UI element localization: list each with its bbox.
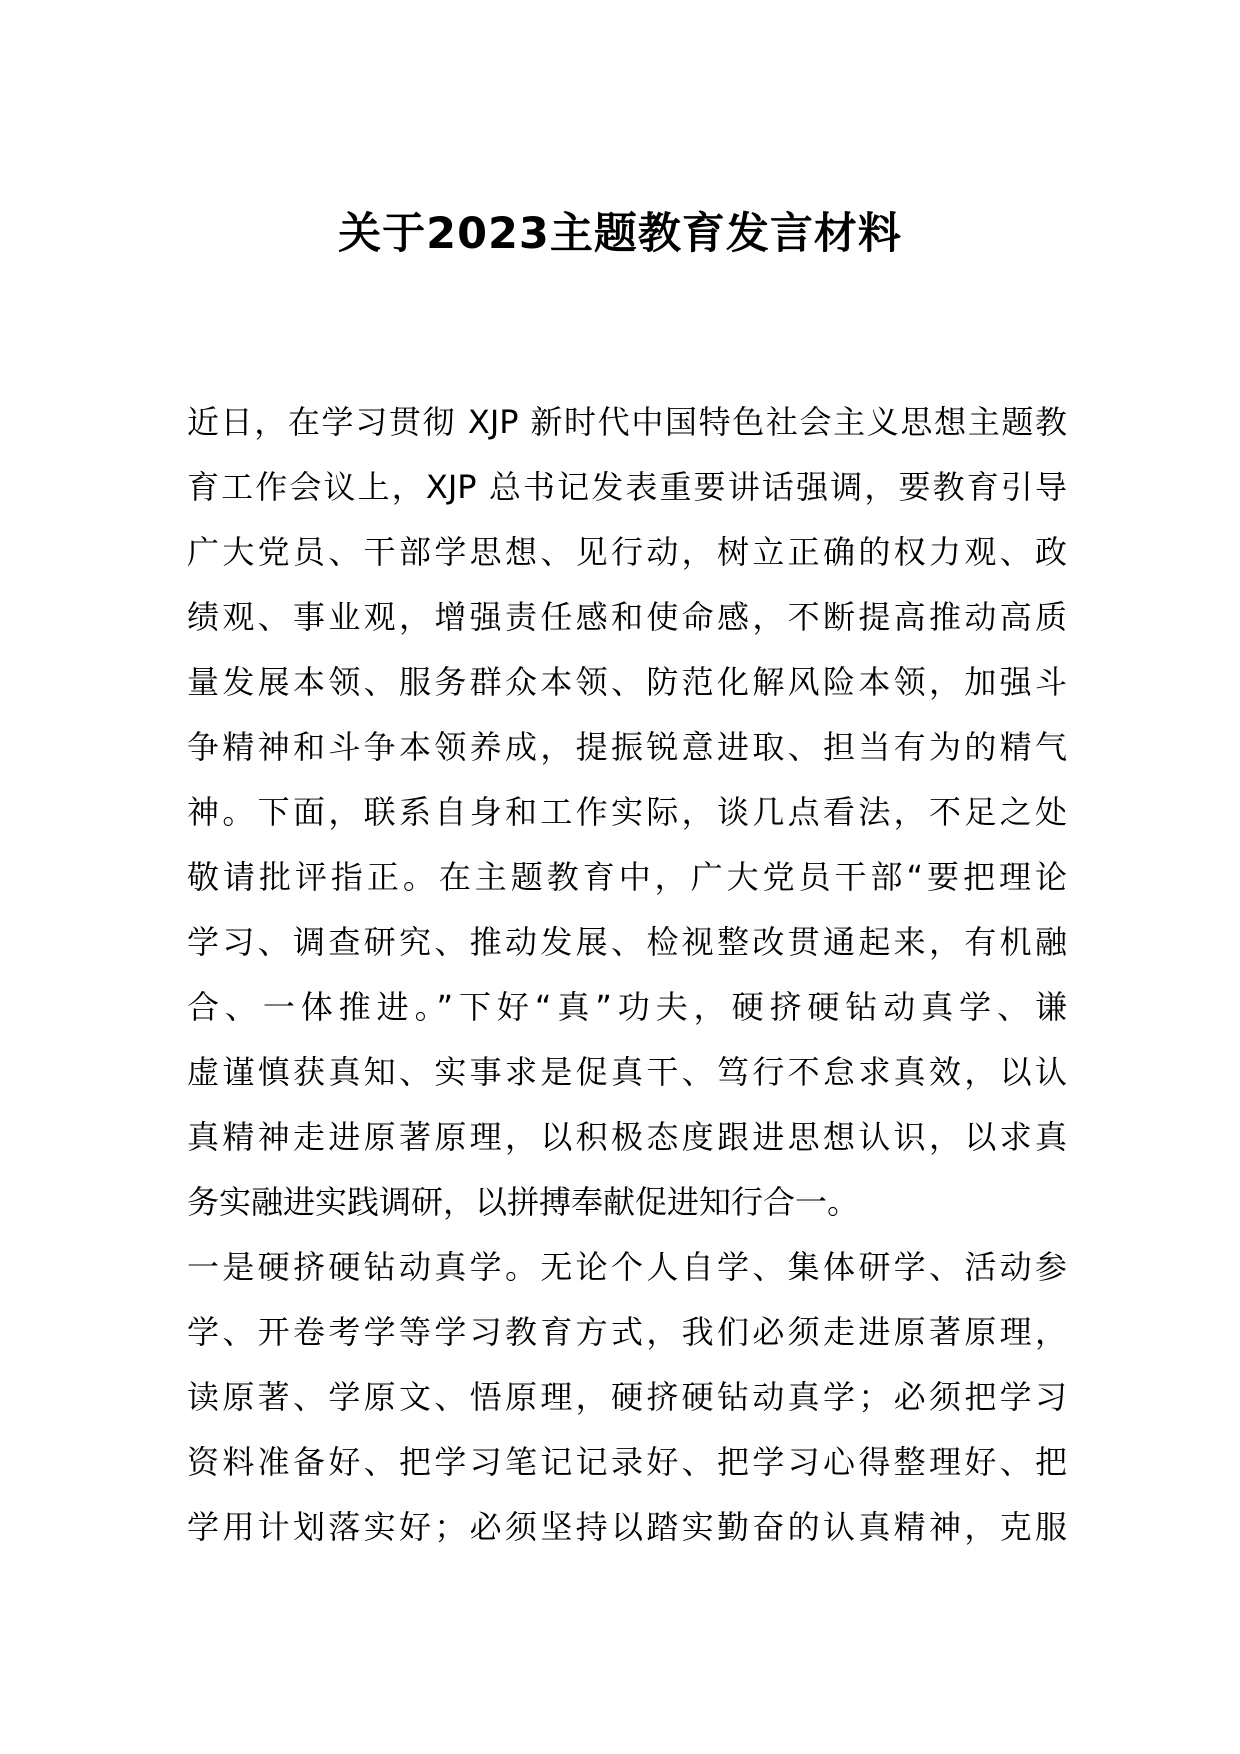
body-line-5: 量发展本领、服务群众本领、防范化解风险本领，加强斗 [187, 663, 1067, 701]
document-body [187, 390, 1067, 1560]
body-line-10: 合、一体推进。”下好“真”功夫，硬挤硬钻动真学、谦 [187, 988, 1067, 1026]
body-line-16: 读原著、学原文、悟原理，硬挤硬钻动真学；必须把学习 [187, 1378, 1067, 1416]
body-line-11: 虚谨慎获真知、实事求是促真干、笃行不怠求真效，以认 [187, 1053, 1067, 1091]
body-line-9: 学习、调查研究、推动发展、检视整改贯通起来，有机融 [187, 923, 1067, 961]
body-line-2: 育工作会议上，XJP 总书记发表重要讲话强调，要教育引导 [187, 468, 1067, 506]
body-line-8: 敬请批评指正。在主题教育中，广大党员干部“要把理论 [187, 858, 1067, 896]
body-line-13: 务实融进实践调研，以拼搏奉献促进知行合一。 [187, 1183, 860, 1221]
body-line-7: 神。下面，联系自身和工作实际，谈几点看法，不足之处 [187, 793, 1067, 831]
body-line-17: 资料准备好、把学习笔记记录好、把学习心得整理好、把 [187, 1443, 1067, 1481]
body-line-14: 一是硬挤硬钻动真学。无论个人自学、集体研学、活动参 [187, 1248, 1067, 1286]
body-line-1: 近日，在学习贯彻 XJP 新时代中国特色社会主义思想主题教 [187, 403, 1067, 441]
body-line-15: 学、开卷考学等学习教育方式，我们必须走进原著原理， [187, 1313, 1067, 1351]
body-line-18: 学用计划落实好；必须坚持以踏实勤奋的认真精神，克服 [187, 1508, 1067, 1546]
body-line-4: 绩观、事业观，增强责任感和使命感，不断提高推动高质 [187, 598, 1067, 636]
body-line-3: 广大党员、干部学思想、见行动，树立正确的权力观、政 [187, 533, 1067, 571]
body-line-6: 争精神和斗争本领养成，提振锐意进取、担当有为的精气 [187, 728, 1067, 766]
body-line-12: 真精神走进原著原理，以积极态度跟进思想认识，以求真 [187, 1118, 1067, 1156]
document-title: 关于2023主题教育发言材料 [338, 209, 902, 259]
